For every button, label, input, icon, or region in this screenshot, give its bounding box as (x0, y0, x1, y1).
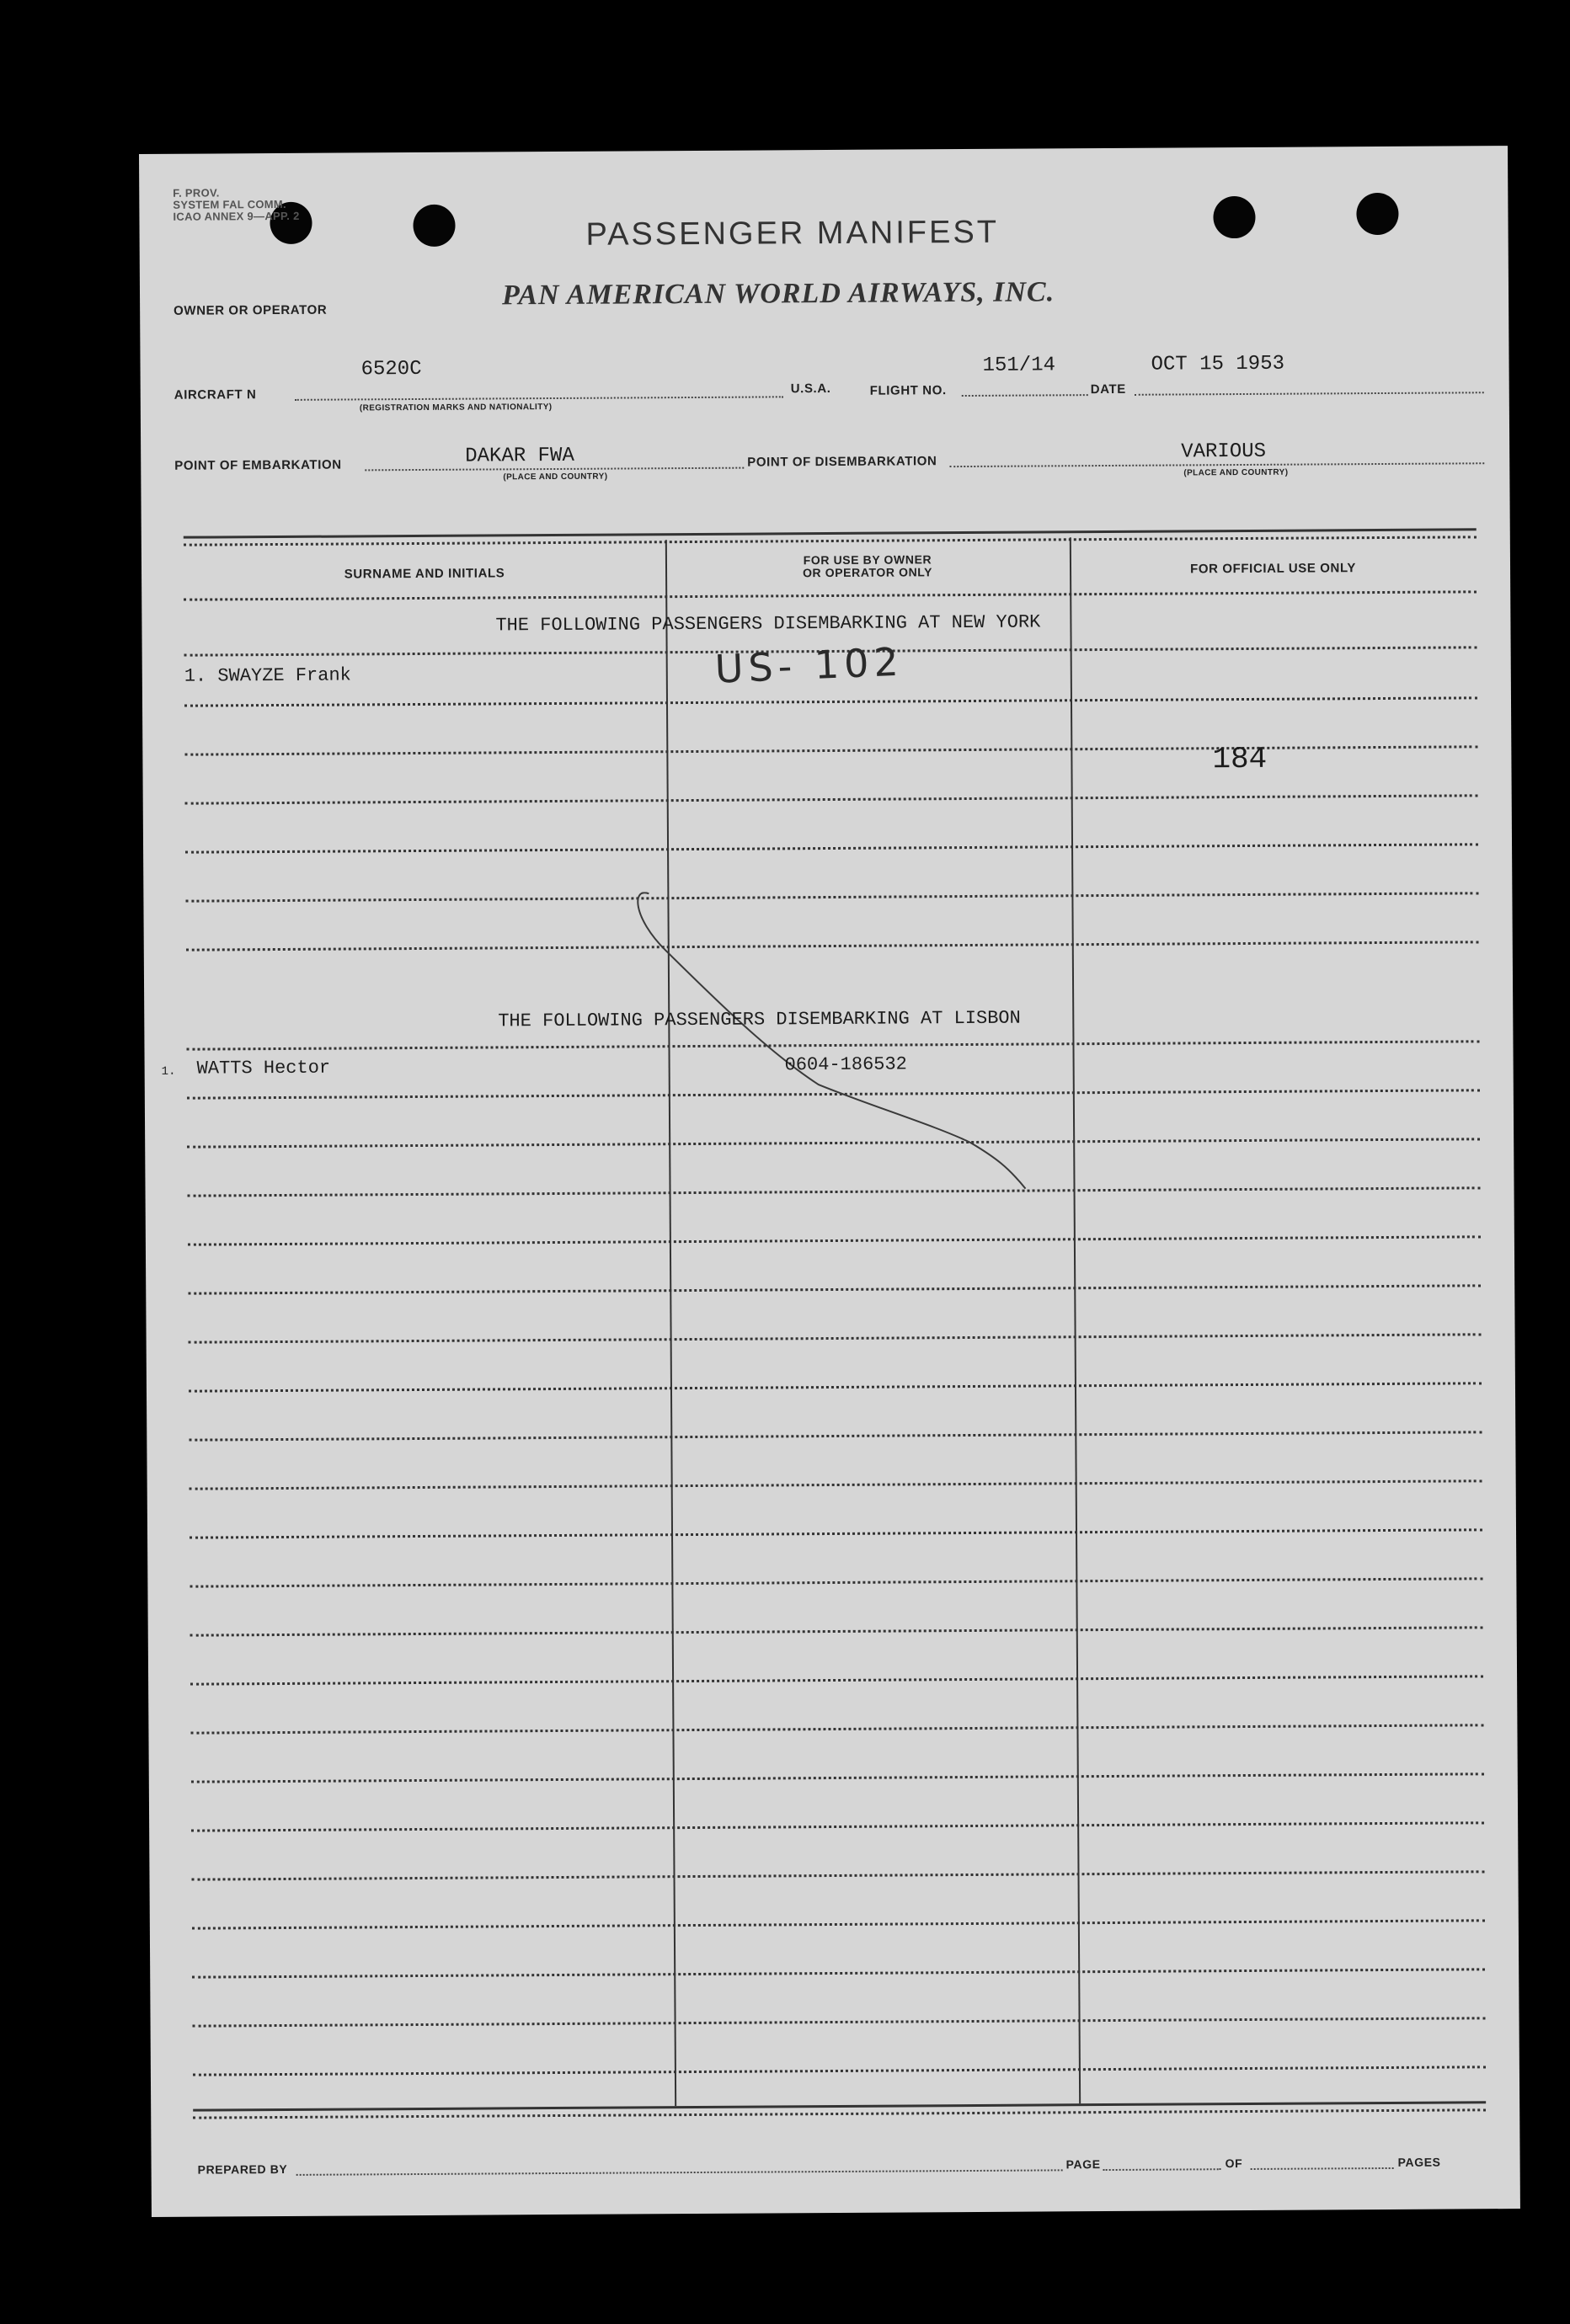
manifest-document (139, 146, 1520, 2217)
nationality: U.S.A. (790, 381, 831, 397)
row-rule (192, 1919, 1485, 1929)
punch-hole (413, 205, 455, 247)
section-heading-lisbon: THE FOLLOWING PASSENGERS DISEMBARKING AT LISBON (498, 1007, 1021, 1032)
row-rule (188, 1235, 1481, 1245)
page-label: PAGE (1065, 2157, 1101, 2172)
embark-label: POINT OF EMBARKATION (174, 457, 342, 473)
column-header-surname: SURNAME AND INITIALS (344, 566, 505, 582)
embark-note: (PLACE AND COUNTRY) (503, 472, 608, 482)
date-label: DATE (1090, 381, 1126, 397)
row-rule (184, 696, 1477, 706)
form-reference (173, 187, 299, 223)
row-rule (184, 590, 1477, 600)
owner-label: OWNER OR OPERATOR (174, 302, 328, 318)
row-rule (190, 1675, 1483, 1685)
row-rule (191, 1772, 1484, 1783)
form-ref-line2: SYSTEM FAL COMM. (173, 197, 286, 211)
column-divider (1070, 537, 1081, 2103)
passenger-row-1: 1. SWAYZE Frank (184, 664, 351, 687)
passenger-2-number: 0604-186532 (784, 1053, 907, 1076)
row-rule (189, 1382, 1482, 1392)
form-ref-line3: ICAO ANNEX 9—APP. 2 (173, 209, 300, 223)
page-title: PASSENGER MANIFEST (585, 214, 1000, 253)
passenger-row-2: WATTS Hector (196, 1057, 331, 1079)
registration-note: (REGISTRATION MARKS AND NATIONALITY) (359, 402, 553, 413)
owner-header-line2: OR OPERATOR ONLY (802, 565, 933, 580)
prepared-by-label: PREPARED BY (197, 2161, 288, 2177)
row-rule (188, 1284, 1481, 1294)
column-header-official: FOR OFFICIAL USE ONLY (1190, 561, 1356, 577)
disembark-note: (PLACE AND COUNTRY) (1183, 467, 1289, 478)
disembark-value: VARIOUS (1181, 440, 1267, 464)
disembark-label: POINT OF DISEMBARKATION (747, 454, 937, 470)
row-rule (190, 1724, 1483, 1734)
flight-label: FLIGHT NO. (869, 383, 947, 398)
row-rule (191, 1821, 1484, 1831)
owner-value: PAN AMERICAN WORLD AIRWAYS, INC. (501, 276, 1055, 312)
passenger-row-2-prefix: 1. (161, 1064, 176, 1079)
aircraft-value: 6520C (360, 357, 422, 381)
table-bottom-rule (193, 2101, 1486, 2119)
row-rule (185, 843, 1478, 853)
pen-stroke (615, 890, 1038, 1196)
date-value: OCT 15 1953 (1151, 352, 1285, 376)
official-number: 184 (1212, 741, 1268, 777)
row-rule (184, 745, 1477, 755)
owner-header-line1: FOR USE BY OWNER (803, 552, 932, 568)
row-rule (190, 1528, 1482, 1538)
section-heading-new-york: THE FOLLOWING PASSENGERS DISEMBARKING AT NEW YORK (495, 611, 1041, 637)
punch-hole (1213, 196, 1255, 238)
handwritten-note: US- 102 (713, 638, 905, 692)
row-rule (190, 1626, 1483, 1636)
row-rule (185, 794, 1478, 804)
row-rule (193, 2017, 1486, 2027)
pages-label: PAGES (1397, 2155, 1441, 2169)
embark-value: DAKAR FWA (465, 444, 574, 468)
row-rule (192, 1870, 1485, 1880)
aircraft-label: AIRCRAFT N (174, 387, 257, 402)
row-rule (190, 1479, 1482, 1490)
row-rule (193, 2065, 1486, 2076)
table-top-rule (184, 528, 1477, 546)
flight-value: 151/14 (982, 354, 1056, 377)
row-rule (189, 1333, 1482, 1343)
row-rule (190, 1577, 1482, 1587)
row-rule (192, 1968, 1485, 1978)
column-header-owner (665, 552, 1070, 580)
column-divider (665, 540, 676, 2106)
of-label: OF (1225, 2156, 1243, 2171)
punch-hole (1356, 193, 1398, 235)
form-ref-line1: F. PROV. (173, 186, 220, 200)
row-rule (189, 1431, 1482, 1441)
